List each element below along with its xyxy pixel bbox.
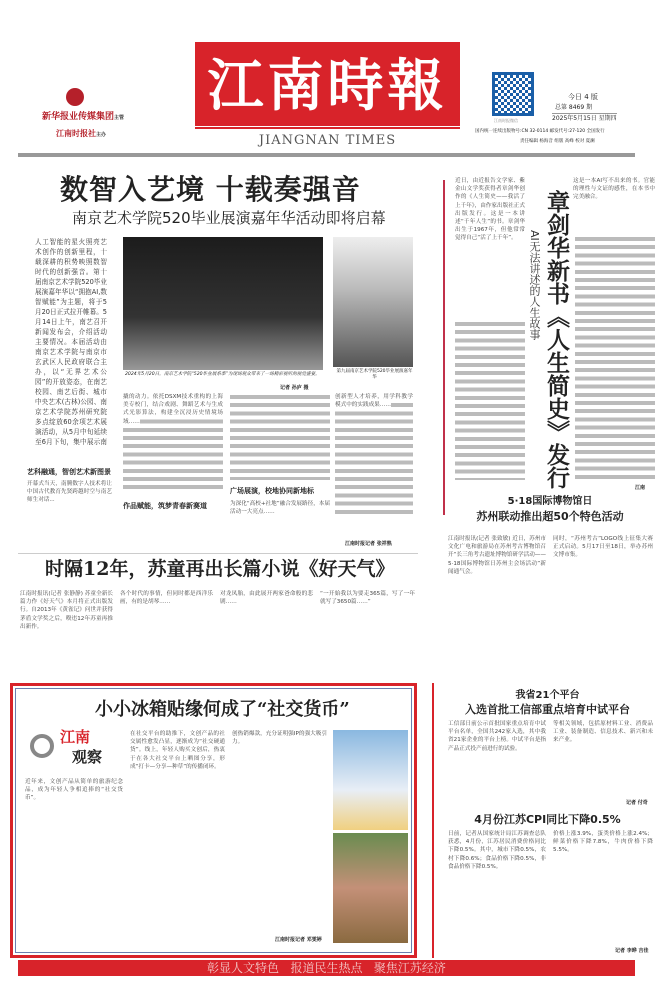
lead-photo (123, 237, 323, 370)
lead-column-text: 撬的动力。依托DSXM技术重构的上海美专校门，结合戏剧、舞蹈艺术与生成式光影算法，构建全沉浸历史情境场域…… (123, 394, 223, 425)
pilot-text-2: 等相关领域，包括原材料工业、消费品工业、装备制造、信息技术、新兴和未来产业。 (553, 721, 653, 744)
feature-text-3 (575, 235, 655, 483)
museum-text: 江南时报讯(记者 张致敏) 近日，苏州市文化广电和旅游局在苏州考古博物馆召开“长三角考古遗址博物馆研学活动——5·18国际博物馆日苏州主会场活动”新闻通气会。 (448, 536, 546, 575)
feature-text-cont (455, 320, 525, 480)
lead-headline: 数智入艺境 十载奏强音 (60, 173, 361, 206)
issue-date: 2025年5月15日 星期四 (552, 115, 617, 122)
observation-credit: 江南时报记者 邓雯婷 (275, 937, 322, 943)
lead-column-1 (123, 393, 223, 492)
novel-text: 江南时报讯(记者 张静静) 苏童全新长篇力作《好天气》本月将正式出版发行。自2013年《黄雀记》问世并获得茅盾文学奖之后，暌违12年苏童再推出新作。 (20, 591, 113, 630)
masthead-title: 江南時報 (195, 42, 460, 130)
observation-label-2: 观察 (72, 748, 103, 766)
pilot-headline-2: 入选首批工信部重点培育中试平台 (465, 703, 630, 716)
feature-credit: 江南 (635, 485, 646, 491)
pilot-text: 工信部日前公示首批国家重点培育中试平台名单，全国共242家入选，其中我省21家企业的平台上榜。中试平台是指产品正式投产前进行的试验。 (448, 721, 546, 752)
museum-headline-2: 苏州联动推出超50个特色活动 (476, 510, 624, 523)
observation-label-1: 江南 (60, 728, 91, 746)
observation-text-3: 创热销爆款，充分证明强IP的强大吸引力。 (232, 731, 327, 746)
museum-headline-1: 5·18国际博物馆日 (507, 496, 593, 507)
article-divider (18, 553, 418, 554)
lead-intro: 人工智能的星火照亮艺术创作的创新里程，十载深耕的积势映照数智时代的创新强音。第十届南京艺术学院520毕业展演嘉年华以“拥抱AI,数智赋能”为主题，将于5月20日正式拉开帷幕。5月14日上午，南艺召开新闻发布会，介绍活动主要情况。本届活动由南京艺术学院与南京市玄武区人民政府联合主办，以“无界艺术公园”的开放姿态，在南艺校园、南艺后街、城市中央艺术(古林)公园、南京艺术学院苏州研究院多点绽放60余项艺术展演活动，从5月中旬延续至6月下旬，集中展示南 (35, 238, 107, 446)
novel-text-3: 对龙凤胎，由此展开两家爸命般的悲剧…… (220, 591, 313, 606)
publisher-group-role: 主管 (114, 115, 125, 121)
observation-headline: 小小冰箱贴缘何成了“社交货币” (95, 699, 350, 720)
feature-title: 章剑华新书《人生简史》发行 (543, 190, 570, 489)
pilot-headline-1: 我省21个平台 (515, 690, 580, 701)
cpi-headline: 4月份江苏CPI同比下降0.5% (474, 813, 621, 826)
museum-text-2: 同时，“苏州考古”LOGO线上征集大赛正式启动。5月17日至18日，举办苏州文博市集。 (553, 536, 653, 559)
photo-caption: 2024年5月20日，南京艺术学院“520毕业展系季”为现场观众带来了一场精彩视听的视觉盛宴。 (125, 372, 320, 377)
observation-text: 近年来，文创产品从简单的旅游纪念品，成为年轻人争相追捧的“社交货币”。 (25, 779, 123, 802)
feature-text: 近日，由近报告文学家、紫金山文学奖获得者章剑华创作的《人生简史——我活了上千年》，由作家出版社正式出版发行。这是一本讲述“千年人生”的书。章剑华出生于1967年，但他常常觉得自己“活了上千年”。 (455, 178, 525, 242)
footer-banner: 彰显人文特色 报道民生热点 聚焦江苏经济 (18, 960, 635, 976)
box-divider (432, 683, 434, 958)
section-heading: 作品赋能，筑梦青春新赛道 (123, 502, 207, 510)
section-text: 开幕式当天，南腾数字人技术将让中国古代教育先贤跨越时空与南艺师生对话... (27, 481, 112, 504)
fridge-magnet-photo-2 (333, 833, 408, 943)
edition: 今日 4 版 (568, 93, 598, 101)
editors: 责任编辑 杨海音 组版 高峰 校对 夏澜 (520, 139, 595, 144)
novel-headline: 时隔12年，苏童再出长篇小说《好天气》 (45, 558, 395, 580)
section-heading: 广场展演，校地协同新地标 (230, 487, 314, 495)
lead-credit: 江南时报记者 张祥熟 (345, 541, 392, 547)
section-text: 为深化“高校+社地”融合发展路径，本届活动一大亮点…… (230, 501, 330, 516)
masthead-rule (18, 153, 635, 157)
fridge-magnet-photo (333, 730, 408, 830)
lead-column-2 (230, 393, 330, 480)
cpi-text-2: 价格上涨3.9%，蛋类价格上涨2.4%；鲜菜价格下降7.8%，牛肉价格下降5.5%。 (553, 831, 653, 854)
publisher-role: 主办 (96, 132, 107, 138)
magnifier-icon (30, 734, 54, 758)
column-divider (443, 180, 445, 515)
issue-number: 总第 8469 期 (555, 104, 593, 111)
novel-text-4: “一开始我以为要走365篇，写了一年就写了3650篇……” (320, 591, 415, 606)
pilot-credit: 记者 付奇 (626, 800, 648, 806)
masthead-english: JIANGNAN TIMES (258, 133, 397, 148)
photo-credit: 记者 孙庐 摄 (280, 385, 309, 391)
lead-photo-2 (333, 237, 413, 367)
feature-subtitle: AI无法讲述的人生故事 (528, 230, 541, 340)
publisher (56, 128, 106, 140)
cpi-text: 日前，记者从国家统计局江苏调查总队获悉，4月份，江苏居民消费价格同比下降0.5%。其中，城市下降0.5%，农村下降0.6%；食品价格下降0.5%，非食品价格下降0.5%。 (448, 831, 546, 870)
lead-subhead: 南京艺术学院520毕业展演嘉年华活动即将启幕 (72, 209, 386, 227)
publisher-name: 江南时报社 (56, 128, 96, 138)
section-heading: 艺科融通，智创艺术新图景 (27, 468, 111, 476)
publisher-group-name: 新华报业传媒集团 (42, 112, 115, 122)
observation-text-2: 在社交平台的助推下，文创产品的社交属性愈发凸显，逐渐成为“社交硬通货”。线上，年轻人购买文创后，热衷于在各大社交平台上晒图分享，形成“打卡—分享—种草”的传播闭环。 (130, 731, 225, 770)
qr-caption: 江南时报微信 (494, 118, 518, 123)
lead-column-3 (335, 393, 413, 517)
lead-column-text: 创新型人才培养，用学科教学模式中的实践成果…… (335, 394, 413, 409)
publisher-group (42, 112, 124, 124)
cpi-credit: 记者 李晔 吉佳 (615, 948, 649, 954)
novel-text-2: 各个时代的事情，但同时都是西洋乐画，有的是胡琴…… (120, 591, 213, 606)
feature-text-2: 这是一本AI写不出来的书。官能的理性与文证的感性，在本书中完美融合。 (573, 178, 655, 201)
photo2-caption: 第九届南京艺术学院520毕业展演嘉年华 (336, 369, 413, 380)
publisher-logo (66, 88, 84, 106)
qr-code[interactable] (492, 72, 534, 116)
registration: 国内统一连续出版物号:CN 32-0114 邮发代号:27-120 全国发行 (475, 129, 605, 134)
